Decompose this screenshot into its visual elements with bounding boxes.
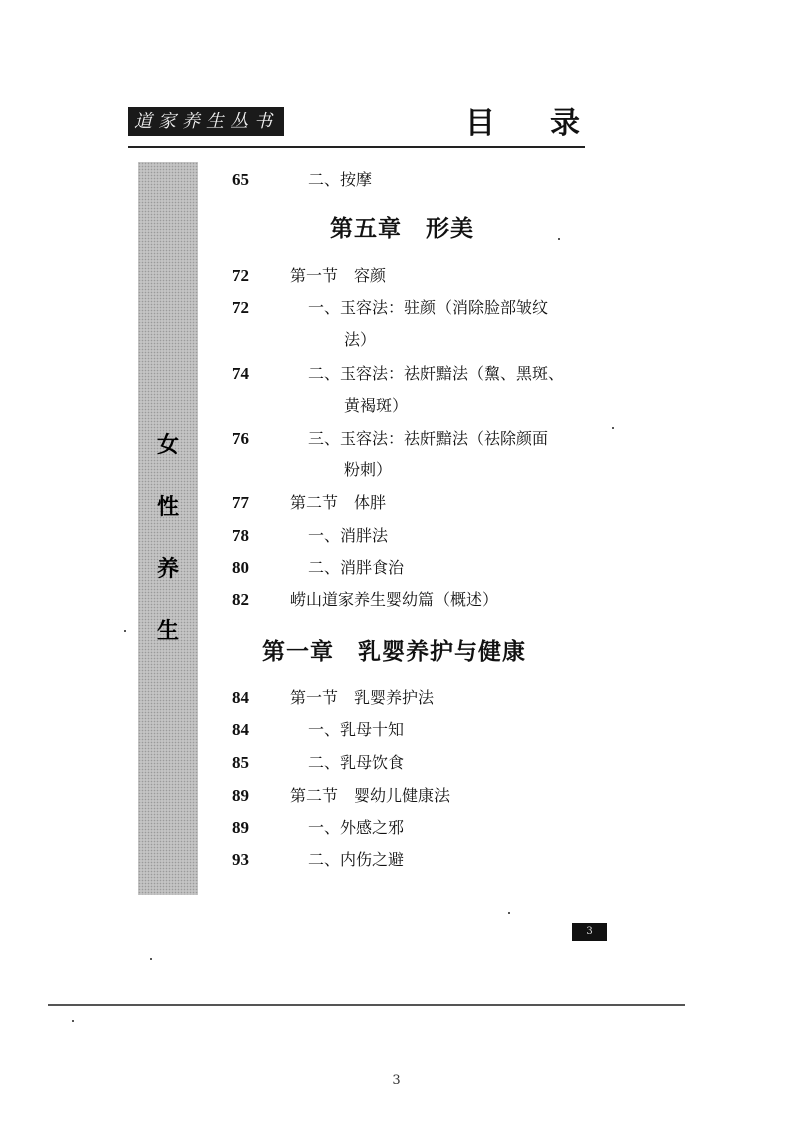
entry-continuation: 黄褐斑） bbox=[344, 396, 409, 415]
page-number: 3 bbox=[392, 1073, 401, 1088]
entry-text: 崂山道家养生婴幼篇（概述） bbox=[290, 590, 499, 609]
entry-page: 84 bbox=[232, 720, 249, 739]
toc-title-mu: 目 bbox=[465, 106, 495, 141]
toc-title-lu: 录 bbox=[550, 106, 580, 141]
entry-text: 二、玉容法：祛皯黯法（黧、黑斑、 bbox=[308, 364, 565, 383]
entry-page: 84 bbox=[232, 688, 249, 707]
entry-text: 第二节 体胖 bbox=[290, 493, 387, 512]
scan-speck bbox=[558, 238, 560, 240]
series-title-box bbox=[128, 107, 284, 136]
bottom-rule bbox=[48, 1004, 685, 1006]
entry-text: 一、外感之邪 bbox=[308, 818, 405, 837]
entry-text: 第二节 婴幼儿健康法 bbox=[290, 786, 451, 805]
header-rule bbox=[128, 146, 585, 148]
entry-text: 一、玉容法：驻颜（消除脸部皱纹 bbox=[308, 298, 549, 317]
entry-continuation: 粉刺） bbox=[344, 460, 393, 479]
entry-text: 第一节 乳婴养护法 bbox=[290, 688, 435, 707]
entry-page: 93 bbox=[232, 850, 249, 869]
chapter-heading: 第一章 乳婴养护与健康 bbox=[262, 639, 526, 665]
entry-text: 二、按摩 bbox=[308, 170, 373, 189]
side-char: 性 bbox=[156, 495, 179, 520]
entry-page: 76 bbox=[232, 429, 249, 448]
entry-page: 74 bbox=[232, 364, 249, 383]
side-char: 养 bbox=[156, 557, 179, 582]
entry-page: 72 bbox=[232, 266, 249, 285]
scan-speck bbox=[124, 630, 126, 632]
entry-text: 第一节 容颜 bbox=[290, 266, 387, 285]
entry-text: 二、消胖食治 bbox=[308, 558, 405, 577]
scan-speck bbox=[508, 912, 510, 914]
entry-text: 二、内伤之避 bbox=[308, 850, 405, 869]
entry-page: 77 bbox=[232, 493, 249, 512]
scan-speck bbox=[612, 427, 614, 429]
entry-continuation: 法） bbox=[344, 330, 377, 349]
series-title: 道家养生丛书 bbox=[134, 111, 278, 132]
entry-text: 一、乳母十知 bbox=[308, 720, 405, 739]
entry-page: 65 bbox=[232, 170, 249, 189]
entry-text: 三、玉容法：祛皯黯法（祛除颜面 bbox=[308, 429, 549, 448]
entry-page: 85 bbox=[232, 753, 249, 772]
scan-speck bbox=[72, 1020, 74, 1022]
scan-speck bbox=[150, 958, 152, 960]
entry-text: 二、乳母饮食 bbox=[308, 753, 405, 772]
entry-text: 一、消胖法 bbox=[308, 526, 389, 545]
page-badge: 3 bbox=[572, 923, 607, 941]
side-strip bbox=[138, 162, 198, 895]
entry-page: 72 bbox=[232, 298, 249, 317]
chapter-heading: 第五章 形美 bbox=[330, 216, 474, 242]
side-char: 生 bbox=[156, 619, 179, 644]
entry-page: 78 bbox=[232, 526, 249, 545]
entry-page: 80 bbox=[232, 558, 249, 577]
side-char: 女 bbox=[156, 433, 179, 458]
entry-page: 89 bbox=[232, 818, 249, 837]
entry-page: 89 bbox=[232, 786, 249, 805]
entry-page: 82 bbox=[232, 590, 249, 609]
